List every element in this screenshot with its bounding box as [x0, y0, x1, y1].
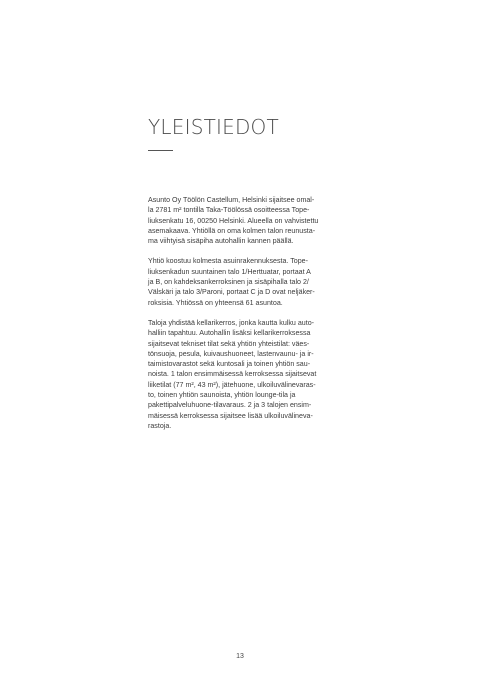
text-line: Välskäri ja talo 3/Paroni, portaat C ja D ovat neljäker-: [148, 288, 315, 297]
page-title: YLEISTIEDOT: [148, 115, 279, 139]
paragraph-facilities: [148, 318, 334, 431]
text-line: pakettipalveluhuone-tilavaraus. 2 ja 3 talojen ensim-: [148, 401, 312, 410]
text-line: ja B, on kahdeksankerroksinen ja sisäpihalla talo 2/: [148, 278, 309, 287]
title-divider: [148, 150, 173, 151]
text-line: sijaitsevat tekniset tilat sekä yhtiön yhteistilat: väes-: [148, 339, 310, 348]
text-line: asemakaava. Yhtiöllä on oma kolmen talon reunusta-: [148, 226, 316, 235]
body-text: [148, 195, 334, 441]
text-line: liiketilat (77 m², 43 m²), jätehuone, ulkoiluvälinevaras-: [148, 380, 316, 389]
text-line: liuksenkadun suuntainen talo 1/Herttuatar, portaat A: [148, 267, 311, 276]
text-line: taimistovarastot sekä kuntosali ja toinen yhtiön sau-: [148, 360, 311, 369]
text-line: halliin tapahtuu. Autohallin lisäksi kellarikerroksessa: [148, 329, 311, 338]
text-line: tönsuoja, pesula, kuivaushuoneet, lastenvaunu- ja ir-: [148, 349, 314, 358]
text-line: mäisessä kerroksessa sijaitsee lisää ulkoiluvälineva-: [148, 411, 313, 420]
text-line: roksisia. Yhtiössä on yhteensä 61 asuntoa.: [148, 298, 283, 307]
text-line: Taloja yhdistää kellarikerros, jonka kautta kulku auto-: [148, 318, 314, 327]
text-line: rastoja.: [148, 421, 172, 430]
text-line: Asunto Oy Töölön Castellum, Helsinki sijaitsee omal-: [148, 196, 315, 204]
paragraph-location: [148, 195, 334, 246]
text-line: ma viihtyisä sisäpiha autohallin kannen päällä.: [148, 237, 294, 246]
text-line: la 2781 m² tontilla Taka-Töölössä osoitteessa Tope-: [148, 206, 310, 215]
paragraph-buildings: [148, 256, 334, 307]
page-number: 13: [236, 653, 244, 660]
text-line: Yhtiö koostuu kolmesta asuinrakennuksesta. Tope-: [148, 257, 308, 266]
text-line: to, toinen yhtiön saunoista, yhtiön lounge-tila ja: [148, 391, 296, 400]
text-line: liuksenkatu 16, 00250 Helsinki. Alueella on vahvistettu: [148, 216, 319, 225]
text-line: noista. 1 talon ensimmäisessä kerroksessa sijaitsevat: [148, 370, 317, 379]
